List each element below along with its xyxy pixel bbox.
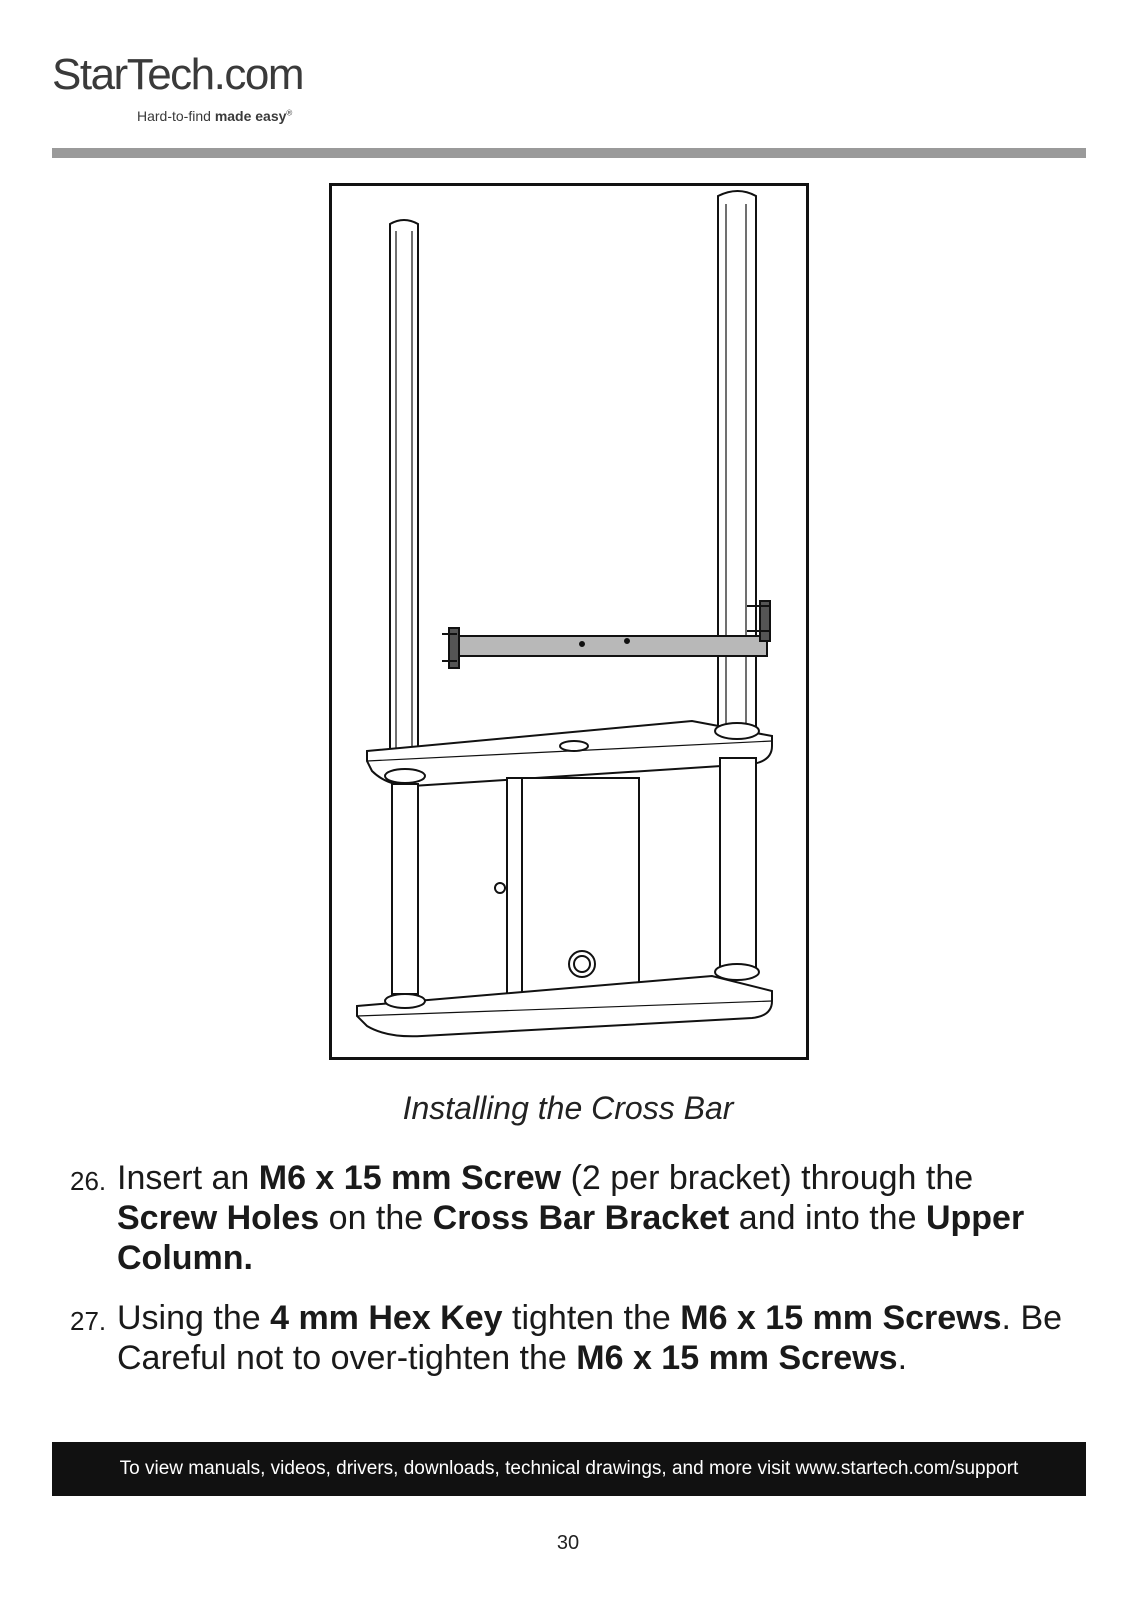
brand-name: StarTech.com: [52, 50, 303, 99]
step-text-bold: Screw Holes: [117, 1199, 320, 1237]
step-text-bold: Upper Column.: [117, 1199, 1025, 1277]
step-number: 26.: [70, 1166, 107, 1196]
step-text-segment: on the: [319, 1199, 433, 1237]
step-text-bold: 4 mm Hex Key: [270, 1299, 503, 1337]
step-text-bold: Cross Bar Bracket: [432, 1199, 730, 1237]
step-text-segment: tighten the: [502, 1299, 681, 1337]
step-text: [117, 1299, 1062, 1377]
step-text-segment: and into the: [729, 1199, 926, 1237]
tagline-regular: Hard-to-find: [137, 108, 211, 124]
step-text-segment: Insert an: [117, 1159, 259, 1197]
page-number: 30: [556, 1532, 580, 1554]
step-item: [70, 1158, 1080, 1278]
startech-logo: [52, 50, 312, 130]
step-item: [70, 1298, 1080, 1378]
figure-caption: Installing the Cross Bar: [402, 1090, 734, 1126]
step-text-segment: (2 per bracket) through the: [561, 1159, 974, 1197]
tagline-bold: made easy: [214, 108, 287, 124]
step-text-bold: M6 x 15 mm Screw: [258, 1159, 562, 1197]
header-rule: [52, 148, 1086, 158]
step-text-segment: . Be Careful not to over-tighten the: [117, 1299, 1063, 1377]
step-number: 27.: [70, 1306, 107, 1336]
brand-tagline: [137, 108, 292, 124]
tv-stand-illustration: [332, 186, 806, 1057]
support-footer: To view manuals, videos, drivers, downloads, technical drawings, and more visit www.startech.com/support: [52, 1442, 1086, 1496]
step-text-bold: M6 x 15 mm Screws: [680, 1299, 1002, 1337]
assembly-figure: [329, 183, 809, 1060]
step-text: [117, 1159, 1024, 1277]
step-text-segment: Using the: [117, 1299, 271, 1337]
instruction-steps: [70, 1158, 1080, 1398]
step-text-bold: M6 x 15 mm Screws: [576, 1339, 898, 1377]
step-text-segment: .: [897, 1339, 908, 1377]
registered-mark: ®: [286, 108, 293, 118]
